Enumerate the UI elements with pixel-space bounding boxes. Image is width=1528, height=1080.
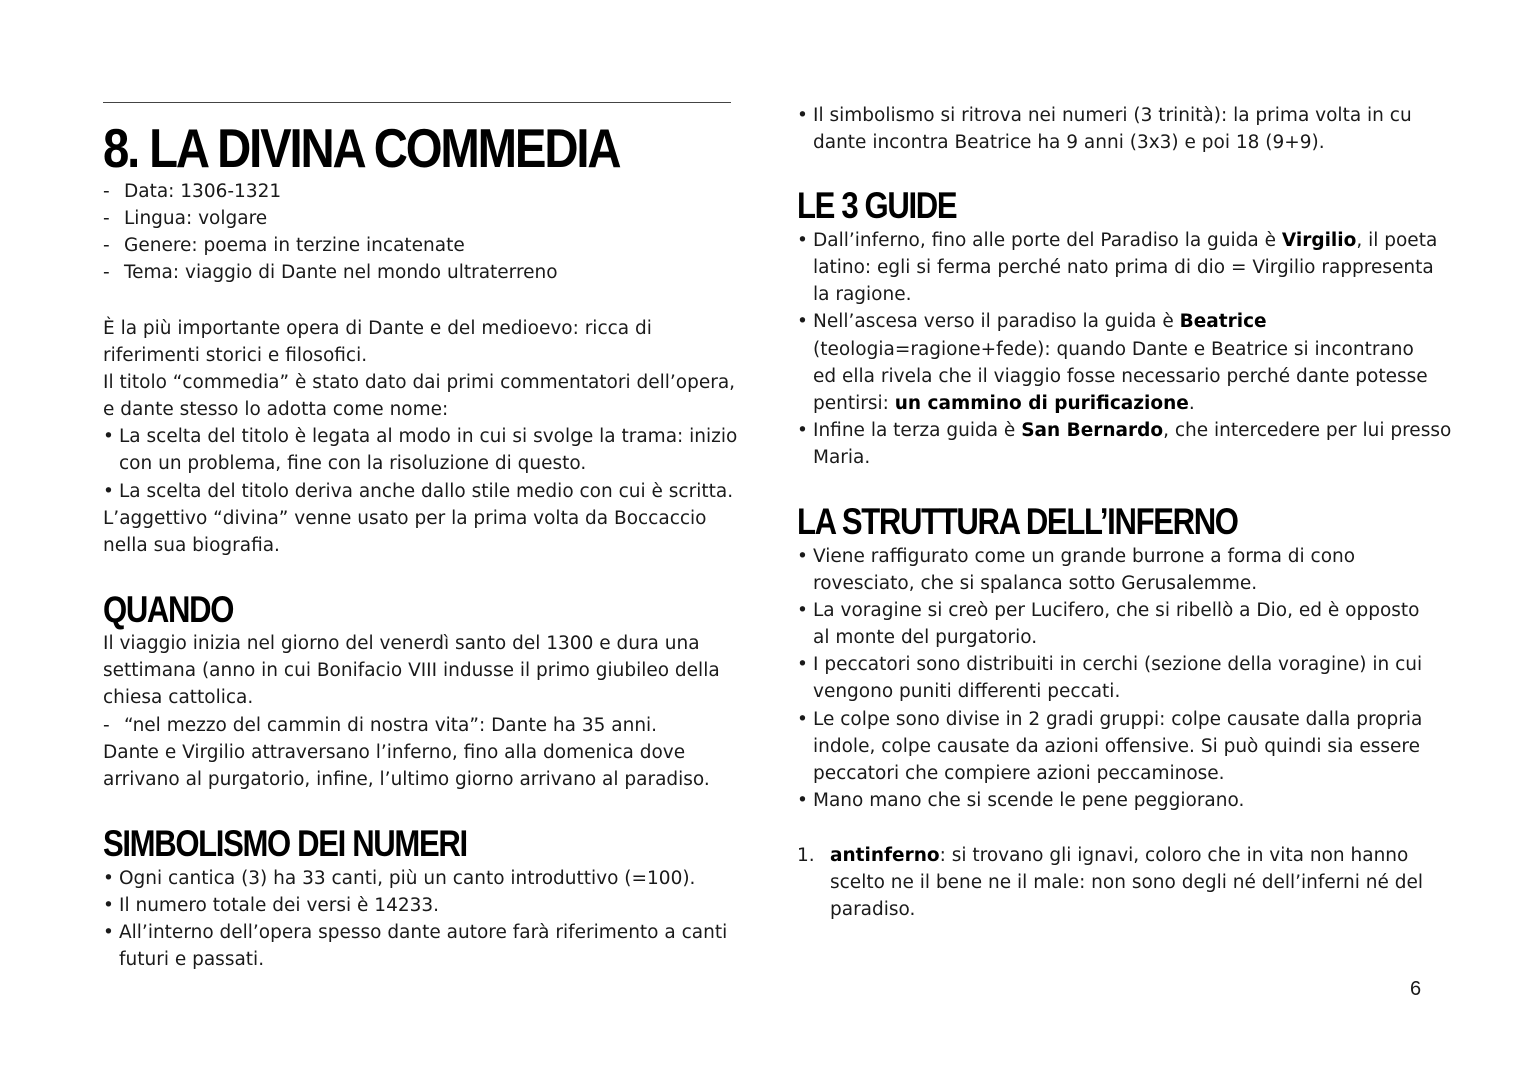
- heading-simbolismo: SIMBOLISMO DEI NUMERI: [103, 823, 467, 864]
- bullet-continuation: peccatori che compiere azioni peccaminose.: [813, 763, 1225, 784]
- bullet-continuation: la ragione.: [813, 284, 912, 305]
- quando-line: chiesa cattolica.: [103, 687, 254, 708]
- bullet-continuation: vengono puniti differenti peccati.: [813, 681, 1121, 702]
- bold-beatrice: Beatrice: [1179, 311, 1267, 332]
- bullet-continuation: indole, colpe causate da azioni offensive. Si può quindi sia essere: [813, 736, 1420, 757]
- intro-line: È la più importante opera di Dante e del medioevo: ricca di: [103, 318, 652, 339]
- bullet-continuation: latino: egli si ferma perché nato prima di dio = Virgilio rappresenta: [813, 257, 1434, 278]
- intro-after-line: nella sua biografia.: [103, 535, 280, 556]
- bullet-continuation: (teologia=ragione+fede): quando Dante e Beatrice si incontrano: [813, 339, 1414, 360]
- bullet-continuation: al monte del purgatorio.: [813, 627, 1038, 648]
- bold-antinferno: antinferno: [830, 845, 940, 866]
- heading-inferno: LA STRUTTURA DELL’INFERNO: [797, 501, 1238, 542]
- quando-line: Dante e Virgilio attraversano l’inferno, fino alla domenica dove: [103, 742, 686, 763]
- quando-line: Il viaggio inizia nel giorno del venerdì santo del 1300 e dura una: [103, 633, 700, 654]
- bold-purificazione: un cammino di purificazione: [894, 393, 1189, 414]
- page-number: 6: [1410, 978, 1422, 1000]
- page-title: 8. LA DIVINA COMMEDIA: [103, 117, 620, 179]
- intro-line: riferimenti storici e filosofici.: [103, 345, 368, 366]
- title-rule: [103, 102, 731, 103]
- intro-line: e dante stesso lo adotta come nome:: [103, 399, 449, 420]
- bullet-continuation: ed ella rivela che il viaggio fosse necessario perché dante potesse: [813, 366, 1428, 387]
- bullet-continuation: pentirsi: un cammino di purificazione.: [813, 393, 1195, 414]
- bullet-continuation: con un problema, fine con la risoluzione di questo.: [119, 453, 587, 474]
- bold-virgilio: Virgilio: [1281, 230, 1357, 251]
- bullet-continuation: dante incontra Beatrice ha 9 anni (3x3) e poi 18 (9+9).: [813, 132, 1325, 153]
- intro-line: Il titolo “commedia” è stato dato dai primi commentatori dell’opera,: [103, 372, 736, 393]
- bullet-continuation: rovesciato, che si spalanca sotto Gerusalemme.: [813, 573, 1258, 594]
- heading-guide: LE 3 GUIDE: [797, 185, 957, 226]
- bullet-continuation: futuri e passati.: [119, 949, 265, 970]
- intro-after-line: L’aggettivo “divina” venne usato per la prima volta da Boccaccio: [103, 508, 707, 529]
- quando-line: settimana (anno in cui Bonifacio VIII indusse il primo giubileo della: [103, 660, 720, 681]
- quando-line: arrivano al purgatorio, infine, l’ultimo giorno arrivano al paradiso.: [103, 769, 710, 790]
- bullet-continuation: Maria.: [813, 447, 871, 468]
- bold-san-bernardo: San Bernardo: [1021, 420, 1164, 441]
- heading-quando: QUANDO: [103, 589, 234, 630]
- numbered-continuation: paradiso.: [830, 899, 916, 920]
- numbered-continuation: scelto ne il bene ne il male: non sono degli né dell’inferni né del: [830, 872, 1424, 893]
